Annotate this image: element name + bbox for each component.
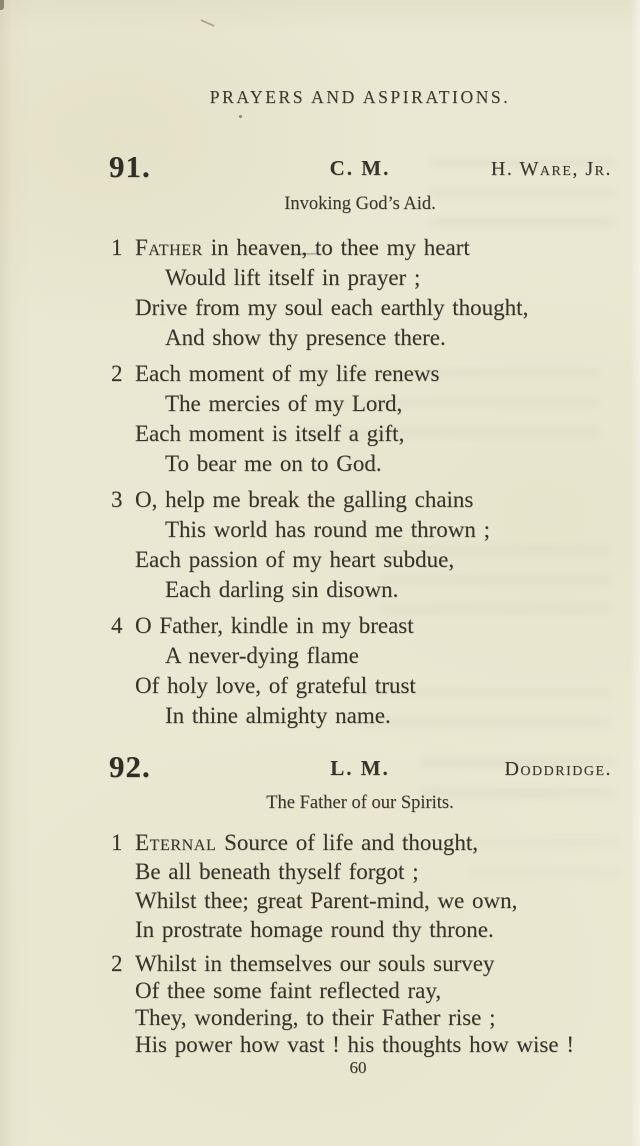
hymn-91-heading xyxy=(108,148,612,186)
scan-artifact-fiber xyxy=(200,19,215,27)
small-caps-lead: Eternal xyxy=(135,830,217,855)
verse-number: 2 xyxy=(111,951,123,976)
verse-line: And show thy presence there. xyxy=(165,325,446,350)
verse-line: The mercies of my Lord, xyxy=(165,391,403,416)
verse xyxy=(108,359,612,479)
verse-line: Each passion of my heart subdue, xyxy=(135,547,455,572)
verse-line: This world has round me thrown ; xyxy=(165,517,491,542)
verse-line: Eternal Source of life and thought, xyxy=(135,830,479,855)
verse xyxy=(108,828,612,944)
hymn-number: 92. xyxy=(109,749,151,784)
verse xyxy=(108,950,612,1058)
small-caps-lead: Father xyxy=(135,235,203,260)
verse xyxy=(108,611,612,731)
verse-line: Each moment of my life renews xyxy=(135,361,440,386)
verse-line: In thine almighty name. xyxy=(165,703,391,728)
hymn-92-heading xyxy=(108,748,612,786)
verse-number: 2 xyxy=(111,361,123,386)
scan-artifact-corner xyxy=(0,0,4,10)
verse-number: 4 xyxy=(111,613,123,638)
verse-line: In prostrate homage round thy throne. xyxy=(135,917,494,942)
hymn-author: Doddridge. xyxy=(504,758,612,780)
hymn-title: Invoking God’s Aid. xyxy=(284,194,436,214)
hymn-92-section xyxy=(108,748,612,1064)
verse-line: Each darling sin disown. xyxy=(165,577,399,602)
verse-line: Would lift itself in prayer ; xyxy=(165,265,421,290)
verse-line: Whilst thee; great Parent-mind, we own, xyxy=(135,888,518,913)
verse xyxy=(108,233,612,353)
verse xyxy=(108,485,612,605)
verse-line: Each moment is itself a gift, xyxy=(135,421,405,446)
verse-line: To bear me on to God. xyxy=(165,451,382,476)
verse-line: O, help me break the galling chains xyxy=(135,487,474,512)
verse-line: Father in heaven, to thee my heart xyxy=(135,235,470,260)
verse-line: A never-dying flame xyxy=(165,643,359,668)
hymn-91-section xyxy=(108,148,612,737)
page-number: 60 xyxy=(349,1058,367,1077)
verse-line: Of thee some faint reflected ray, xyxy=(135,978,442,1003)
hymn-meter: C. M. xyxy=(329,156,391,180)
verse-number: 3 xyxy=(111,487,123,512)
running-header: PRAYERS AND ASPIRATIONS. xyxy=(209,87,511,107)
verse-line: Of holy love, of grateful trust xyxy=(135,673,416,698)
scan-artifact-dot xyxy=(239,115,242,118)
verse-line: His power how vast ! his thoughts how wise ! xyxy=(135,1032,574,1057)
verse-line: They, wondering, to their Father rise ; xyxy=(135,1005,496,1030)
verse-line: Be all beneath thyself forgot ; xyxy=(135,859,419,884)
hymn-author: H. Ware, Jr. xyxy=(490,158,612,180)
verse-line: O Father, kindle in my breast xyxy=(135,613,414,638)
verse-line: Drive from my soul each earthly thought, xyxy=(135,295,529,320)
hymn-number: 91. xyxy=(109,149,151,184)
hymn-title: The Father of our Spirits. xyxy=(266,793,454,813)
verse-line: Whilst in themselves our souls survey xyxy=(135,951,495,976)
verse-number: 1 xyxy=(111,830,123,855)
hymn-meter: L. M. xyxy=(330,756,390,780)
verse-number: 1 xyxy=(111,235,123,260)
